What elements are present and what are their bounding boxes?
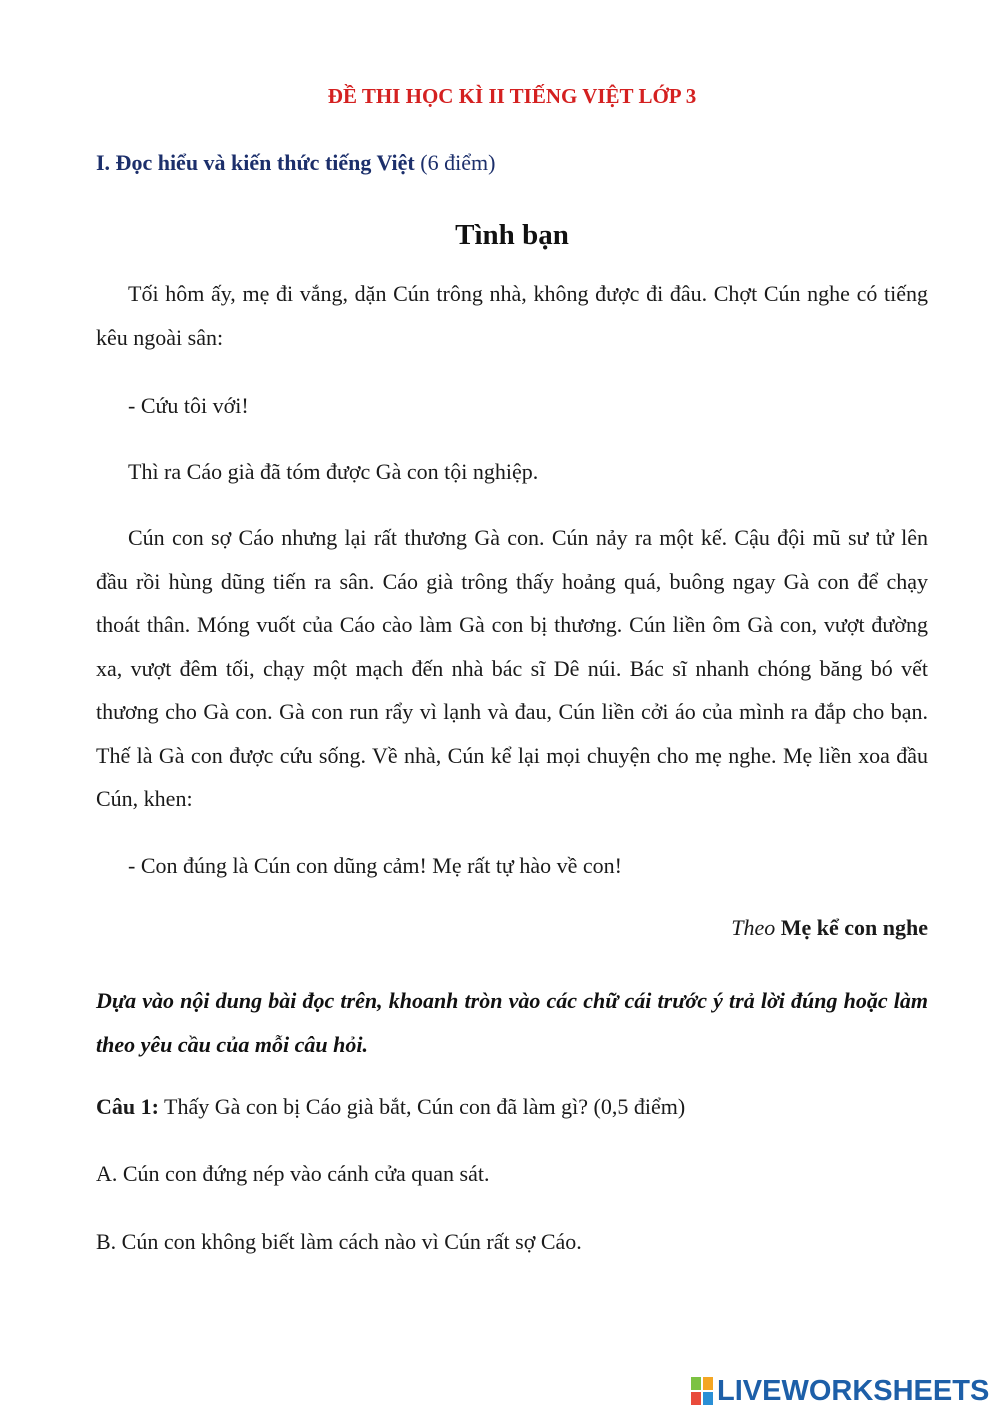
story-title: Tình bạn — [455, 219, 569, 251]
answer-option-b[interactable]: B. Cún con không biết làm cách nào vì Cún rất sợ Cáo. — [96, 1229, 582, 1254]
story-source — [96, 915, 928, 941]
question-1 — [96, 1094, 685, 1120]
story-paragraph: Cún con sợ Cáo nhưng lại rất thương Gà con. Cún nảy ra một kế. Cậu đội mũ sư tử lên đầu rồi hùng dũng tiến ra sân. Cáo già trông thấy hoảng quá, buông ngay Gà con để chạy thoát thân. Móng vuốt của Cáo cào làm Gà con bị thương. Cún liền ôm Gà con, vượt đường xa, vượt đêm tối, chạy một mạch đến nhà bác sĩ Dê núi. Bác sĩ nhanh chóng băng bó vết thương cho Gà con. Gà con run rẩy vì lạnh và đau, Cún liền cởi áo của mình ra đắp cho bạn. Thế là Gà con được cứu sống. Về nhà, Cún kể lại mọi chuyện cho mẹ nghe. Mẹ liền xoa đầu Cún, khen: — [96, 525, 928, 811]
section-heading-label: I. Đọc hiểu và kiến thức tiếng Việt — [96, 150, 415, 175]
answer-option-a[interactable]: A. Cún con đứng nép vào cánh cửa quan sát. — [96, 1161, 490, 1186]
story-paragraph: - Cứu tôi với! — [128, 393, 249, 418]
section-heading-points: (6 điểm) — [414, 150, 496, 175]
story-paragraph: Thì ra Cáo già đã tóm được Gà con tội nghiệp. — [128, 459, 539, 484]
story-paragraph: Tối hôm ấy, mẹ đi vắng, dặn Cún trông nhà, không được đi đâu. Chợt Cún nghe có tiếng kêu ngoài sân: — [96, 281, 928, 350]
question-1-label: Câu 1: — [96, 1094, 159, 1119]
question-1-text: Thấy Gà con bị Cáo già bắt, Cún con đã làm gì? (0,5 điểm) — [158, 1094, 686, 1119]
instruction-text: Dựa vào nội dung bài đọc trên, khoanh tròn vào các chữ cái trước ý trả lời đúng hoặc làm theo yêu cầu của mỗi câu hỏi. — [96, 988, 928, 1057]
exam-title: ĐỀ THI HỌC KÌ II TIẾNG VIỆT LỚP 3 — [327, 84, 697, 108]
section-heading — [96, 150, 495, 176]
source-prefix: Theo — [731, 915, 776, 940]
source-title: Mẹ kể con nghe — [780, 915, 928, 940]
logo-text: LIVEWORKSHEETS — [717, 1374, 990, 1407]
liveworksheets-mark-icon — [691, 1377, 713, 1405]
liveworksheets-logo — [691, 1374, 989, 1408]
story-paragraph: - Con đúng là Cún con dũng cảm! Mẹ rất tự hào về con! — [128, 853, 622, 878]
